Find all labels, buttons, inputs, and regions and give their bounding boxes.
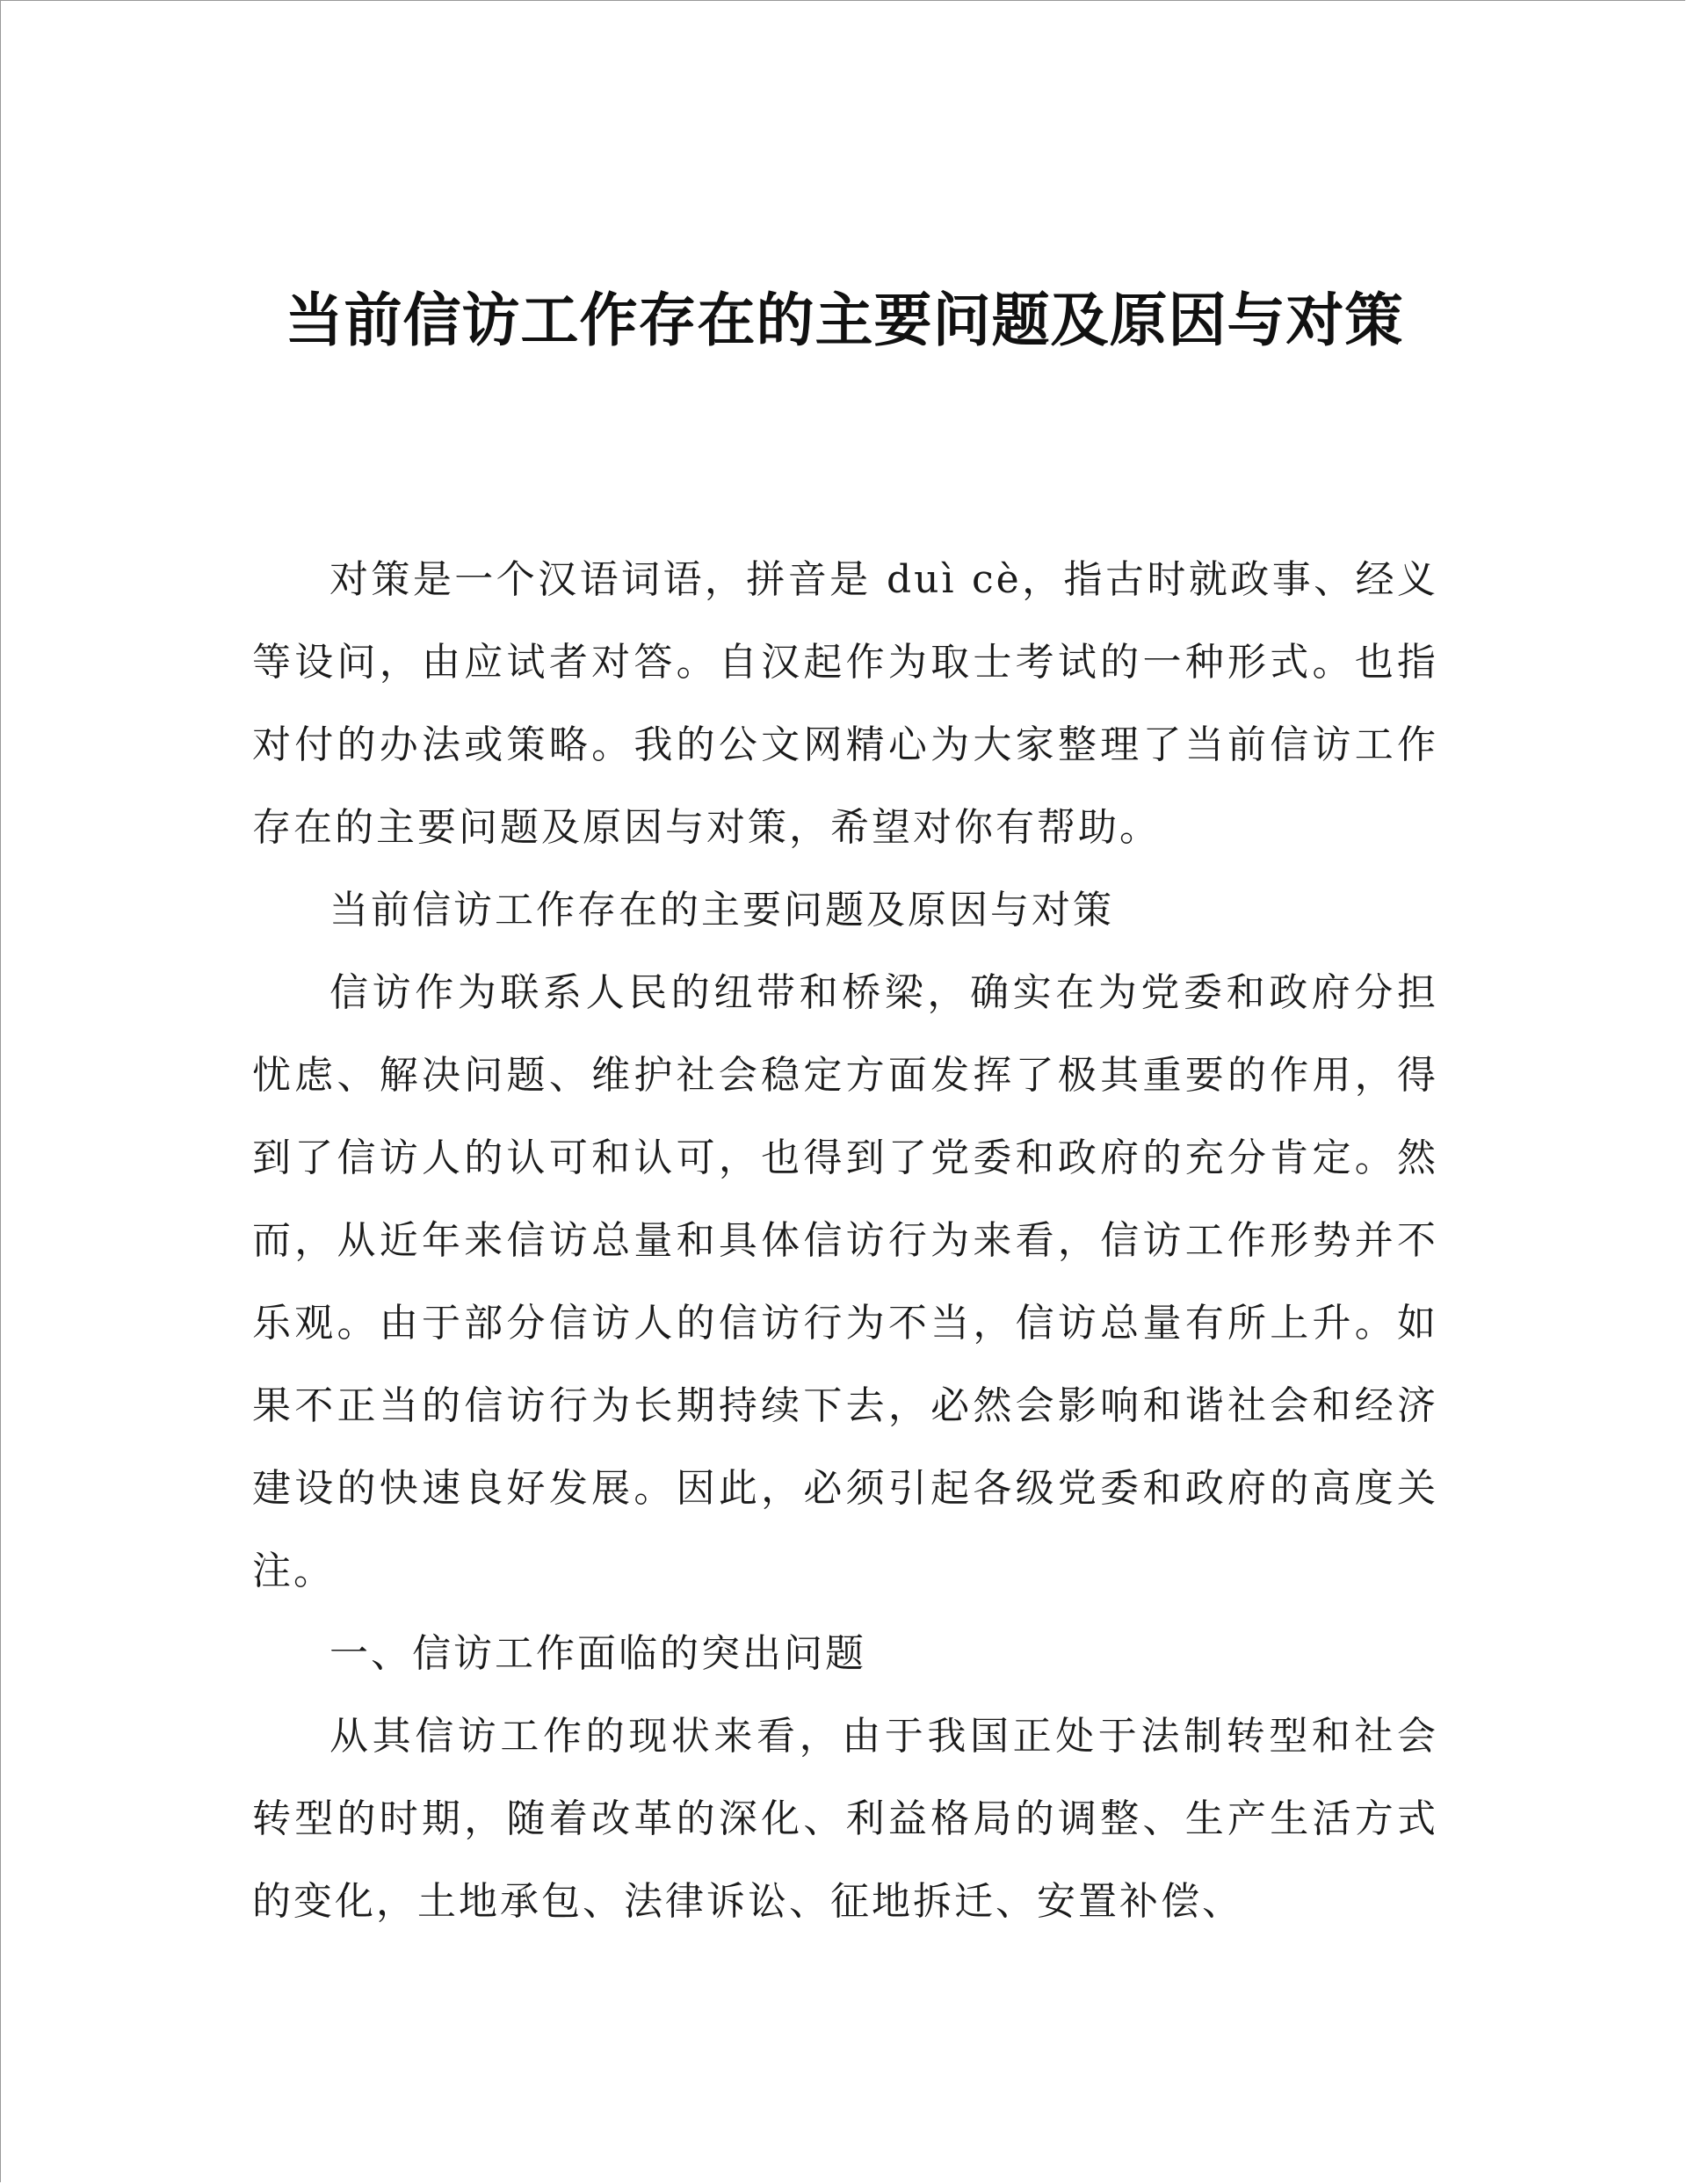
paragraph-intro: 对策是一个汉语词语，拼音是 duì cè，指古时就政事、经义等设问，由应试者对答。自汉起作为取士考试的一种形式。也指对付的办法或策略。我的公文网精心为大家整理了当前信访工作存在的主要问题及原因与对策，希望对你有帮助。 (252, 557, 1438, 850)
section-heading-1: 一、信访工作面临的突出问题 (329, 1631, 866, 1676)
document-body (252, 539, 1438, 1943)
paragraph-subtitle: 当前信访工作存在的主要问题及原因与对策 (329, 888, 1114, 932)
document-title: 当前信访工作存在的主要问题及原因与对策 (285, 287, 1404, 354)
paragraph-section-1: 从其信访工作的现状来看，由于我国正处于法制转型和社会转型的时期，随着改革的深化、利益格局的调整、生产生活方式的变化，土地承包、法律诉讼、征地拆迁、安置补偿、 (252, 1714, 1438, 1924)
paragraph-background: 信访作为联系人民的纽带和桥梁，确实在为党委和政府分担忧虑、解决问题、维护社会稳定方面发挥了极其重要的作用，得到了信访人的认可和认可，也得到了党委和政府的充分肯定。然而，从近年来信访总量和具体信访行为来看，信访工作形势并不乐观。由于部分信访人的信访行为不当，信访总量有所上升。如果不正当的信访行为长期持续下去，必然会影响和谐社会和经济建设的快速良好发展。因此，必须引起各级党委和政府的高度关注。 (252, 970, 1438, 1593)
